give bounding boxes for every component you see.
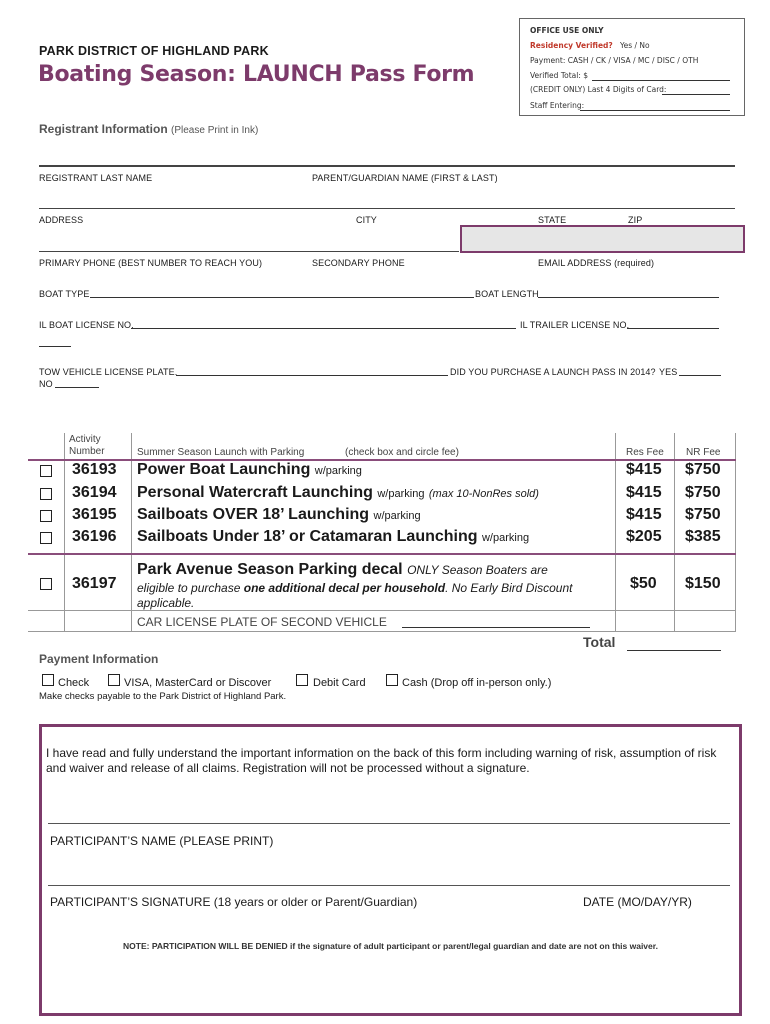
staff-line[interactable]	[580, 110, 730, 111]
table-bottom-line	[28, 631, 736, 632]
email-label: EMAIL ADDRESS (required)	[538, 258, 655, 268]
car-plate-line[interactable]	[402, 627, 590, 628]
zip-label: ZIP	[628, 215, 643, 225]
divider-2	[39, 208, 735, 209]
boat-type-line[interactable]	[90, 297, 474, 298]
decal-only-text: ONLY Season Boaters are	[407, 563, 548, 577]
office-header: OFFICE USE ONLY	[530, 26, 604, 35]
debit-checkbox[interactable]	[296, 674, 308, 686]
col-nr-header: NR Fee	[686, 447, 721, 458]
office-use-box	[519, 18, 745, 116]
cash-checkbox[interactable]	[386, 674, 398, 686]
nr-fee[interactable]: $385	[685, 528, 721, 545]
check-checkbox[interactable]	[42, 674, 54, 686]
col-line-3	[615, 433, 616, 631]
waiver-statement: I have read and fully understand the important information on the back of this form including warning of risk, assumption of risk and waiver and release of all claims. Registration will not be processed without a signature.	[46, 746, 717, 775]
participant-name-label: PARTICIPANT’S NAME (PLEASE PRINT)	[50, 834, 274, 848]
trailer-license-label: IL TRAILER LICENSE NO.	[520, 320, 630, 330]
address-label: ADDRESS	[39, 215, 84, 225]
col-line-2	[131, 433, 132, 631]
activity-name-text: Sailboats Under 18’ or Catamaran Launching	[137, 528, 478, 545]
boat-type-label: BOAT TYPE	[39, 289, 90, 299]
decal-separator	[28, 553, 736, 555]
yes-label: YES	[659, 367, 678, 377]
col-line-1	[64, 433, 65, 631]
col-desc-header: Summer Season Launch with Parking	[137, 447, 305, 458]
signature-label: PARTICIPANT’S SIGNATURE (18 years or older or Parent/Guardian)	[50, 895, 418, 909]
divider-3	[39, 251, 459, 252]
activity-name-text: Power Boat Launching	[137, 461, 311, 478]
activity-name-text: Personal Watercraft Launching	[137, 484, 373, 501]
state-label: STATE	[538, 215, 567, 225]
last-name-label: REGISTRANT LAST NAME	[39, 173, 153, 183]
city-label: CITY	[356, 215, 377, 225]
activity-sub: w/parking	[373, 510, 421, 522]
activity-sub: w/parking	[481, 532, 530, 544]
boat-length-label: BOAT LENGTH	[475, 289, 539, 299]
col-number-header: Activity Number	[69, 434, 105, 457]
purchased-2014-label: DID YOU PURCHASE A LAUNCH PASS IN 2014?	[450, 367, 656, 377]
date-label: DATE (MO/DAY/YR)	[583, 895, 692, 909]
payable-note: Make checks payable to the Park District of Highland Park.	[39, 691, 287, 702]
boat-license-label: IL BOAT LICENSE NO.	[39, 320, 134, 330]
payment-heading: Payment Information	[39, 652, 159, 666]
signature-line[interactable]	[48, 885, 730, 886]
activity-name	[137, 461, 362, 479]
activity-name	[137, 506, 421, 524]
cards-checkbox[interactable]	[108, 674, 120, 686]
org-name: PARK DISTRICT OF HIGHLAND PARK	[39, 44, 269, 58]
checkbox-36195[interactable]	[40, 510, 52, 522]
total-label: Total	[583, 634, 616, 650]
trailer-license-line-2[interactable]	[39, 346, 71, 347]
guardian-name-label: PARENT/GUARDIAN NAME (FIRST & LAST)	[312, 173, 498, 183]
form-title: Boating Season: LAUNCH Pass Form	[38, 62, 475, 87]
verified-total-line[interactable]	[592, 80, 730, 81]
divider-top	[39, 165, 735, 167]
residency-options: Yes / No	[620, 41, 650, 50]
decal-line2-c: . No Early Bird Discount	[445, 581, 573, 595]
activity-number: 36195	[72, 506, 117, 523]
no-line[interactable]	[55, 387, 99, 388]
participant-name-line[interactable]	[48, 823, 730, 824]
primary-phone-label: PRIMARY PHONE (BEST NUMBER TO REACH YOU)	[39, 258, 263, 268]
nr-fee[interactable]: $750	[685, 484, 721, 501]
secondary-phone-label: SECONDARY PHONE	[312, 258, 405, 268]
cash-label: Cash (Drop off in-person only.)	[402, 677, 552, 689]
activity-extra: (max 10-NonRes sold)	[428, 488, 539, 500]
res-fee[interactable]: $415	[626, 461, 662, 478]
verified-total: Verified Total: $	[530, 71, 589, 80]
total-line[interactable]	[627, 650, 721, 651]
nr-fee[interactable]: $750	[685, 461, 721, 478]
decal-nr-fee[interactable]: $150	[685, 575, 721, 592]
decal-eligibility	[137, 581, 572, 595]
staff-entering: Staff Entering:	[530, 101, 585, 110]
tow-plate-label: TOW VEHICLE LICENSE PLATE.	[39, 367, 178, 377]
decal-line3: applicable.	[137, 596, 195, 610]
checkbox-36196[interactable]	[40, 532, 52, 544]
checkbox-36193[interactable]	[40, 465, 52, 477]
no-label: NO	[39, 379, 53, 389]
check-label: Check	[58, 677, 90, 689]
boat-license-line[interactable]	[131, 328, 516, 329]
res-fee[interactable]: $415	[626, 506, 662, 523]
waiver-box	[39, 724, 742, 1016]
decal-res-fee[interactable]: $50	[630, 575, 657, 592]
activity-number: 36194	[72, 484, 117, 501]
decal-name: Park Avenue Season Parking decal	[137, 561, 403, 578]
decal-line2-b: one additional decal per household	[243, 581, 446, 595]
registrant-note: (Please Print in Ink)	[171, 125, 259, 136]
checkbox-36197[interactable]	[40, 578, 52, 590]
res-fee[interactable]: $415	[626, 484, 662, 501]
activity-number: 36196	[72, 528, 117, 545]
decal-name-row	[137, 561, 548, 579]
col-res-header: Res Fee	[626, 447, 664, 458]
cards-label: VISA, MasterCard or Discover	[124, 677, 272, 689]
activity-sub: w/parking	[377, 488, 425, 500]
checkbox-36194[interactable]	[40, 488, 52, 500]
activity-name	[137, 528, 529, 546]
col-check-header: (check box and circle fee)	[345, 447, 459, 458]
car-plate-separator	[28, 610, 736, 611]
trailer-license-line[interactable]	[627, 328, 719, 329]
tow-plate-line[interactable]	[176, 375, 448, 376]
res-fee[interactable]: $205	[626, 528, 662, 545]
card-digits-line[interactable]	[662, 94, 730, 95]
activity-sub: w/parking	[314, 465, 362, 477]
activity-name-text: Sailboats OVER 18’ Launching	[137, 506, 370, 523]
registrant-heading	[39, 122, 258, 136]
decal-number: 36197	[72, 575, 117, 592]
debit-label: Debit Card	[313, 677, 366, 689]
highlighted-input-box[interactable]	[460, 225, 745, 253]
residency-label: Residency Verified?	[530, 41, 613, 50]
activity-number: 36193	[72, 461, 117, 478]
activity-name	[137, 484, 539, 502]
credit-only: (CREDIT ONLY) Last 4 Digits of Card:	[530, 85, 667, 94]
col-line-5	[735, 433, 736, 631]
payment-line: Payment: CASH / CK / VISA / MC / DISC / OTH	[530, 56, 699, 65]
registrant-heading-text: Registrant Information	[39, 122, 168, 136]
col-line-4	[674, 433, 675, 631]
yes-line[interactable]	[679, 375, 721, 376]
decal-line2-a: eligible to purchase	[137, 581, 244, 595]
waiver-note: NOTE: PARTICIPATION WILL BE DENIED if the signature of adult participant or parent/legal guardian and date are not on this waiver.	[123, 941, 658, 951]
nr-fee[interactable]: $750	[685, 506, 721, 523]
boat-length-line[interactable]	[538, 297, 719, 298]
car-plate-label: CAR LICENSE PLATE OF SECOND VEHICLE	[137, 615, 387, 629]
